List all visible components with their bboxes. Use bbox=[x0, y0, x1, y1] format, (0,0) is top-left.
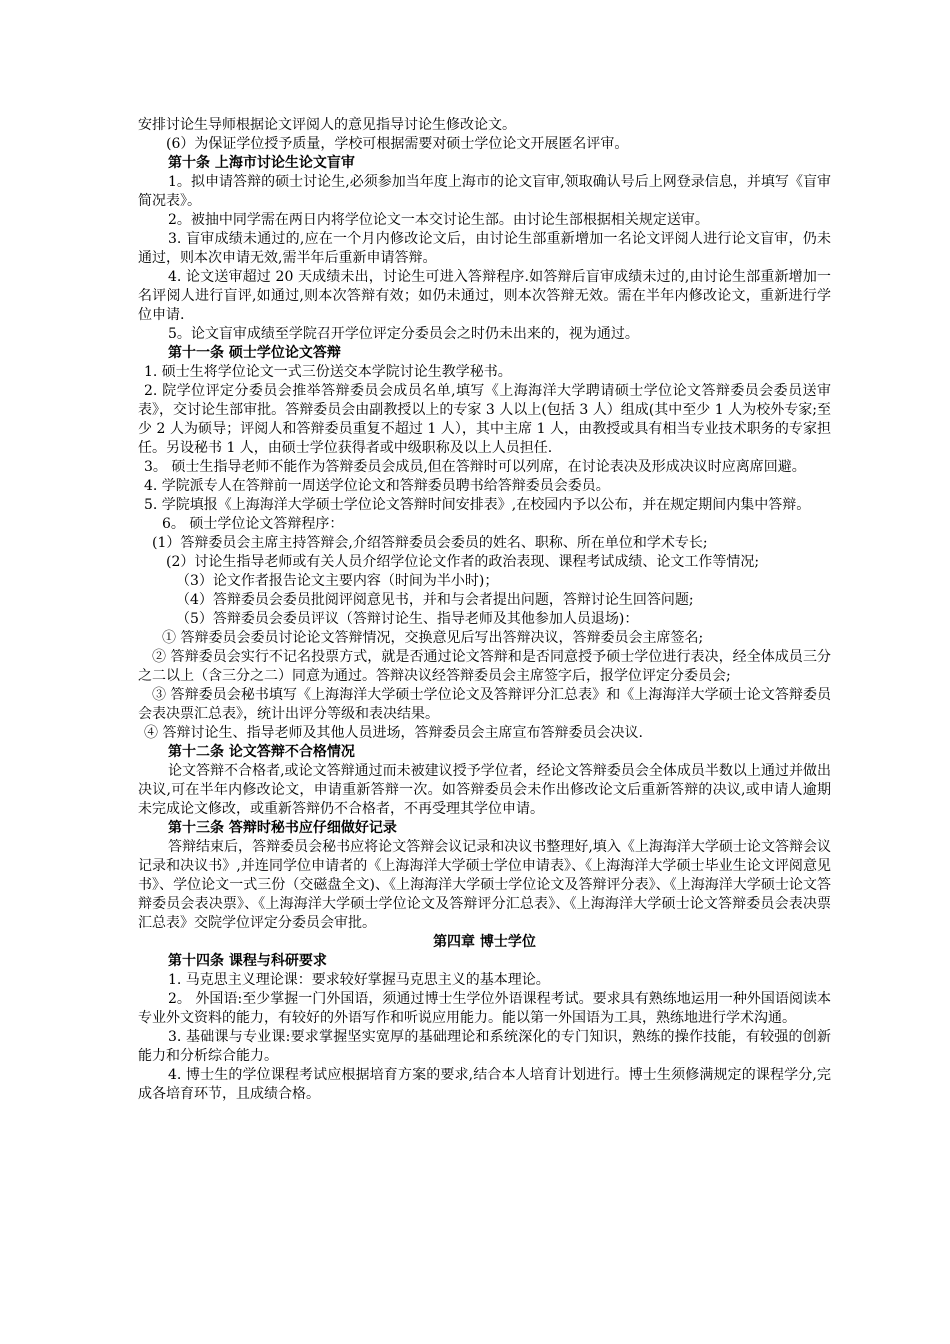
paragraph: 论文答辩不合格者,或论文答辩通过而未被建议授予学位者，经论文答辩委员会全体成员半数以上通过并做出决议,可在半年内修改论文，申请重新答辩一次。如答辩委员会未作出修改论文后重新答辩的决议,或申请人逾期未完成论文修改，或重新答辩仍不合格者，不再受理其学位申请。 bbox=[138, 763, 831, 817]
section-heading: 第十条 上海市讨论生论文盲审 bbox=[168, 155, 355, 171]
paragraph: 1. 硕士生将学位论文一式三份送交本学院讨论生教学秘书。 bbox=[144, 364, 512, 380]
paragraph: ④ 答辩讨论生、指导老师及其他人员进场，答辩委员会主席宣布答辩委员会决议. bbox=[144, 725, 643, 741]
paragraph: ① 答辩委员会委员讨论论文答辩情况，交换意见后写出答辩决议，答辩委员会主席签名; bbox=[162, 630, 704, 646]
paragraph: 2. 院学位评定分委员会推举答辩委员会成员名单,填写《上海海洋大学聘请硕士学位论文答辩委员会委员送审表》，交讨论生部审批。答辩委员会由副教授以上的专家 3 人以上(包括 3 人）组成(其中至少 1 人为校外专家;至少 2 人为硕导；评阅人和答辩委员重复不超过 1 人），其中主席 1 人，由教授或具有相当专业技术职务的专家担任。另设秘书 1 人，由硕士学位获得者或中级职称及以上人员担任. bbox=[138, 383, 831, 456]
paragraph: ③ 答辩委员会秘书填写《上海海洋大学硕士学位论文及答辩评分汇总表》和《上海海洋大学硕士论文答辩委员会表决票汇总表》，统计出评分等级和表决结果。 bbox=[138, 687, 831, 722]
paragraph: (1）答辩委员会主席主持答辩会,介绍答辩委员会委员的姓名、职称、所在单位和学术专长; bbox=[152, 535, 708, 551]
paragraph: (2）讨论生指导老师或有关人员介绍学位论文作者的政治表现、课程考试成绩、论文工作等情况; bbox=[166, 554, 760, 570]
paragraph: ② 答辩委员会实行不记名投票方式，就是否通过论文答辩和是否同意授予硕士学位进行表决，经全体成员三分之二以上（含三分之二）同意为通过。答辩决议经答辩委员会主席签字后，报学位评定分委员会; bbox=[138, 649, 831, 684]
paragraph: 3. 盲审成绩未通过的,应在一个月内修改论文后，由讨论生部重新增加一名论文评阅人进行论文盲审，仍未通过，则本次申请无效,需半年后重新申请答辩。 bbox=[138, 231, 831, 266]
paragraph: 1. 马克思主义理论课：要求较好掌握马克思主义的基本理论。 bbox=[168, 972, 550, 988]
paragraph: 1。拟申请答辩的硕士讨论生,必须参加当年度上海市的论文盲审,领取确认号后上网登录信息，并填写《盲审简况表》。 bbox=[138, 174, 831, 209]
paragraph: 4. 学院派专人在答辩前一周送学位论文和答辩委员聘书给答辩委员会委员。 bbox=[144, 478, 610, 494]
paragraph: （5）答辩委员会委员评议（答辩讨论生、指导老师及其他参加人员退场)： bbox=[176, 611, 639, 627]
section-heading: 第十一条 硕士学位论文答辩 bbox=[168, 345, 341, 361]
paragraph: 5。论文盲审成绩至学院召开学位评定分委员会之时仍未出来的，视为通过。 bbox=[168, 326, 639, 342]
paragraph: (6）为保证学位授予质量，学校可根据需要对硕士学位论文开展匿名评审。 bbox=[166, 136, 629, 152]
section-heading: 第十三条 答辩时秘书应仔细做好记录 bbox=[168, 820, 397, 836]
paragraph: 4. 博士生的学位课程考试应根据培育方案的要求,结合本人培育计划进行。博士生须修满规定的课程学分,完成各培育环节，且成绩合格。 bbox=[138, 1067, 831, 1102]
paragraph: 6。 硕士学位论文答辩程序： bbox=[162, 516, 344, 532]
chapter-title: 第四章 博士学位 bbox=[433, 934, 536, 950]
paragraph: 答辩结束后，答辩委员会秘书应将论文答辩会议记录和决议书整理好,填入《上海海洋大学硕士论文答辩会议记录和决议书》,并连同学位申请者的《上海海洋大学硕士学位申请表》、《上海海洋大学硕士毕业生论文评阅意见书》、学位论文一式三份（交磁盘全文)、《上海海洋大学硕士学位论文及答辩评分表》、《上海海洋大学硕士论文答辩委员会表决票》、《上海海洋大学硕士学位论文及答辩评分汇总表》、《上海海洋大学硕士论文答辩委员会表决票汇总表》交院学位评定分委员会审批。 bbox=[138, 839, 831, 931]
section-heading: 第十二条 论文答辩不合格情况 bbox=[168, 744, 355, 760]
paragraph: （3）论文作者报告论文主要内容（时间为半小时)； bbox=[176, 573, 499, 589]
paragraph: 5. 学院填报《上海海洋大学硕士学位论文答辩时间安排表》,在校园内予以公布，并在规定期间内集中答辩。 bbox=[144, 497, 811, 513]
paragraph: 3。 硕士生指导老师不能作为答辩委员会成员,但在答辩时可以列席，在讨论表决及形成决议时应离席回避。 bbox=[144, 459, 806, 475]
paragraph: （4）答辩委员会委员批阅评阅意见书，并和与会者提出问题，答辩讨论生回答问题; bbox=[176, 592, 694, 608]
paragraph: 3. 基础课与专业课:要求掌握坚实宽厚的基础理论和系统深化的专门知识，熟练的操作技能，有较强的创新能力和分析综合能力。 bbox=[138, 1029, 831, 1064]
paragraph: 2。被抽中同学需在两日内将学位论文一本交讨论生部。由讨论生部根据相关规定送审。 bbox=[168, 212, 709, 228]
paragraph: 4. 论文送审超过 20 天成绩未出，讨论生可进入答辩程序.如答辩后盲审成绩未过的,由讨论生部重新增加一名评阅人进行盲评,如通过,则本次答辩有效；如仍未通过，则本次答辩无效。需在半年内修改论文，重新进行学位申请. bbox=[138, 269, 831, 323]
paragraph: 2。 外国语:至少掌握一门外国语，须通过博士生学位外语课程考试。要求具有熟练地运用一种外国语阅读本专业外文资料的能力，有较好的外语写作和听说应用能力。能以第一外国语为工具，熟练地进行学术沟通。 bbox=[138, 991, 831, 1026]
document-page bbox=[138, 116, 831, 1104]
section-heading: 第十四条 课程与科研要求 bbox=[168, 953, 327, 969]
paragraph: 安排讨论生导师根据论文评阅人的意见指导讨论生修改论文。 bbox=[138, 117, 516, 133]
